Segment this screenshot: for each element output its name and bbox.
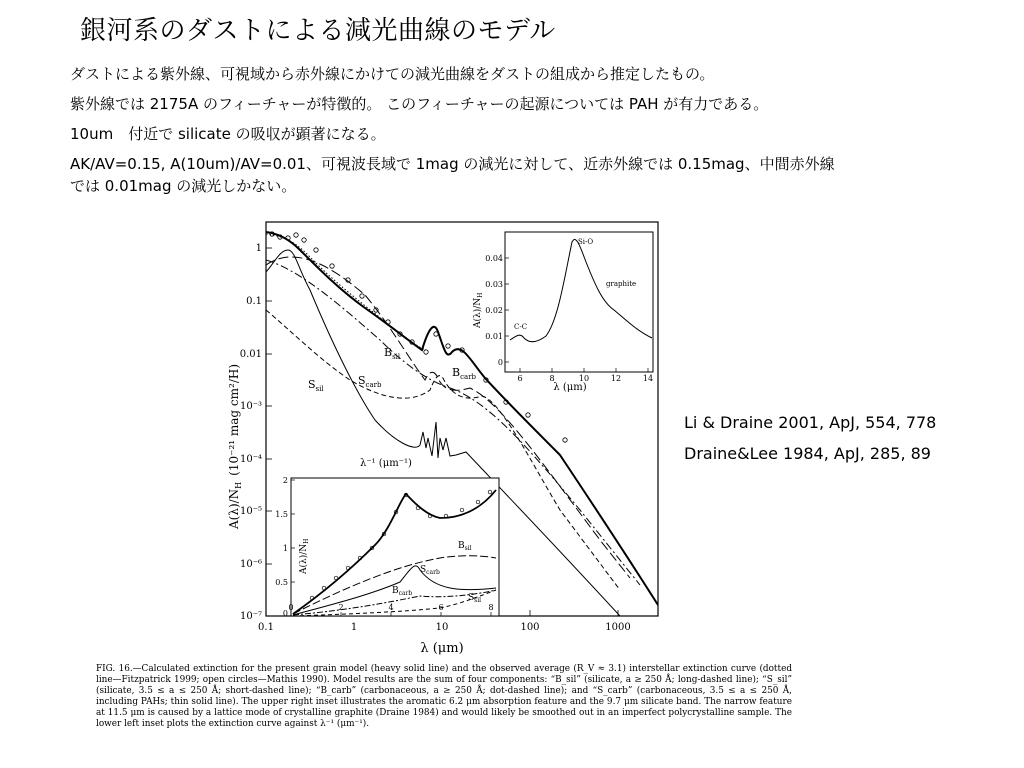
- inset-right-x-tick: 10: [578, 374, 590, 383]
- inset-left-ylabel-sub: H: [303, 538, 310, 544]
- slide-title: 銀河系のダストによる減光曲線のモデル: [80, 16, 556, 46]
- svg-text:A(λ)/NH(10⁻²¹ mag cm²/H): [227, 364, 243, 530]
- inset-left-y-tick: 2: [282, 476, 288, 485]
- inset-right-y-tick: 0.01: [485, 332, 503, 341]
- main-y-tick-labels: [240, 243, 262, 622]
- inset-right-y-tick: 0.03: [485, 280, 503, 289]
- y-tick-label: 10⁻⁴: [239, 454, 262, 465]
- annot-s-sil-text: S: [308, 378, 316, 391]
- inset-right-frame: [505, 232, 653, 372]
- inset-right-y-tick: 0: [497, 358, 503, 367]
- y-tick-label: 10⁻⁷: [239, 611, 262, 622]
- annot-b-sil-sub: sil: [392, 353, 401, 361]
- x-tick-label: 1000: [605, 622, 631, 633]
- annot-s-sil-sub: sil: [315, 385, 324, 393]
- main-ylabel-sub: H: [234, 481, 243, 489]
- y-tick-label: 0.1: [246, 296, 262, 307]
- x-tick-label: 100: [520, 622, 540, 633]
- paragraph-ratios-line1: AK/AV=0.15, A(10um)/AV=0.01、可視波長域で 1mag の減光に対して、近赤外線では 0.15mag、中間赤外線: [70, 155, 835, 173]
- inset-right-x-tick: 8: [549, 374, 555, 383]
- inset-right-y-tick: 0.02: [485, 306, 503, 315]
- inset-left-annot-b-sil-text: B: [458, 541, 465, 551]
- inset-left-annot-b-carb-sub: carb: [398, 590, 413, 597]
- extinction-figure-svg: [200, 210, 670, 660]
- main-ylabel-units: (10⁻²¹ mag cm²/H): [227, 363, 241, 476]
- x-tick-label: 1: [350, 622, 358, 633]
- reference-draine-lee: Draine&Lee 1984, ApJ, 285, 89: [684, 444, 931, 463]
- inset-right-ylabel-text: A(λ)/N: [473, 297, 483, 328]
- inset-left-y-tick: 1.5: [275, 510, 288, 519]
- figure-caption: FIG. 16.—Calculated extinction for the present grain model (heavy solid line) and the observed average (R_V ≈ 3.1) interstellar extinction curve (dotted line—Fitzpatrick 1999; open circles—Mathis 1990). Model results are the sum of four components: “B_sil” (silicate, a ≥ 250 Å; long-dashed line); “S_sil” (silicate, 3.5 ≤ a ≤ 250 Å; short-dashed line); “B_carb” (carbonaceous, a ≥ 250 Å; dot-dashed line); and “S_carb” (carbonaceous, 3.5 ≤ a ≤ 250 Å, including PAHs; thin solid line). The upper right inset illustrates the aromatic 6.2 μm absorption feature and the 9.7 μm silicate band. The narrow feature at 11.5 μm is caused by a lattice mode of crystalline graphite (Draine 1984) and would likely be smoothed out in an imperfect polycrystalline sample. The lower left inset plots the extinction curve against λ⁻¹ (μm⁻¹).: [96, 664, 792, 729]
- inset-left-y-tick: 0: [282, 609, 288, 618]
- inset-left-annot-s-sil-sub: sil: [474, 597, 482, 604]
- inset-right-x-tick: 14: [642, 374, 654, 383]
- inset-left-annot-s-carb-sub: carb: [426, 569, 440, 576]
- inset-left-x-tick: 2: [338, 603, 344, 612]
- inset-right-label-cc: C-C: [514, 323, 528, 331]
- inset-left-x-tick: 8: [488, 603, 494, 612]
- extinction-figure: [200, 210, 670, 664]
- y-tick-label: 0.01: [239, 349, 262, 360]
- main-ylabel-text: A(λ)/N: [227, 488, 241, 529]
- inset-right-label-sio: Si-O: [578, 238, 594, 246]
- inset-left-y-tick: 0.5: [275, 578, 288, 587]
- paragraph-uv-feature: 紫外線では 2175A のフィーチャーが特徴的。 このフィーチャーの起源については PAH が有力である。: [70, 95, 769, 113]
- inset-left-ylabel-text: A(λ)/N: [299, 543, 309, 574]
- inset-right-ylabel-sub: H: [477, 292, 484, 298]
- inset-right-x-tick: 12: [610, 374, 622, 383]
- inset-left-annot-b-carb-text: B: [392, 586, 399, 596]
- inset-left-annot-b-sil-sub: sil: [464, 545, 472, 552]
- inset-left-x-tick: 0: [288, 603, 294, 612]
- inset-right-y-label: [472, 293, 484, 329]
- x-tick-label: 0.1: [258, 622, 274, 633]
- main-x-tick-labels: [258, 622, 631, 633]
- inset-left-x-tick: 6: [438, 603, 444, 612]
- inset-left-y-label: [298, 539, 310, 575]
- x-tick-label: 10: [435, 622, 449, 633]
- annot-b-carb-text: B: [452, 366, 461, 379]
- y-tick-label: 10⁻⁵: [239, 506, 262, 517]
- paragraph-silicate: 10um 付近で silicate の吸収が顕著になる。: [70, 125, 386, 143]
- main-x-axis-label: λ (μm): [420, 641, 464, 656]
- annot-s-carb-sub: carb: [365, 381, 382, 389]
- inset-right-x-tick: 6: [517, 374, 523, 383]
- inset-right-y-tick: 0.04: [485, 254, 503, 263]
- y-tick-label: 1: [255, 243, 262, 254]
- inset-left-annot-s-carb-text: S: [420, 565, 427, 575]
- annot-s-carb-text: S: [358, 374, 366, 387]
- paragraph-overview: ダストによる紫外線、可視域から赤外線にかけての減光曲線をダストの組成から推定したもの。: [70, 65, 715, 83]
- y-tick-label: 10⁻³: [239, 401, 262, 412]
- inset-left-x-tick: 4: [388, 603, 394, 612]
- main-y-axis-label: [227, 364, 243, 530]
- y-tick-label: 10⁻⁶: [239, 559, 262, 570]
- annot-b-carb-sub: carb: [460, 373, 477, 381]
- reference-li-draine: Li & Draine 2001, ApJ, 554, 778: [684, 413, 937, 432]
- inset-right-label-graphite: graphite: [606, 280, 637, 288]
- annot-inverse-lambda: λ⁻¹ (μm⁻¹): [360, 458, 412, 469]
- inset-left-annot-s-sil-text: S: [468, 593, 475, 603]
- paragraph-ratios-line2: では 0.01mag の減光しかない。: [70, 177, 297, 195]
- inset-left-y-tick: 1: [282, 544, 288, 553]
- annot-b-sil-text: B: [384, 346, 393, 359]
- inset-right-x-label: λ (μm): [553, 382, 587, 393]
